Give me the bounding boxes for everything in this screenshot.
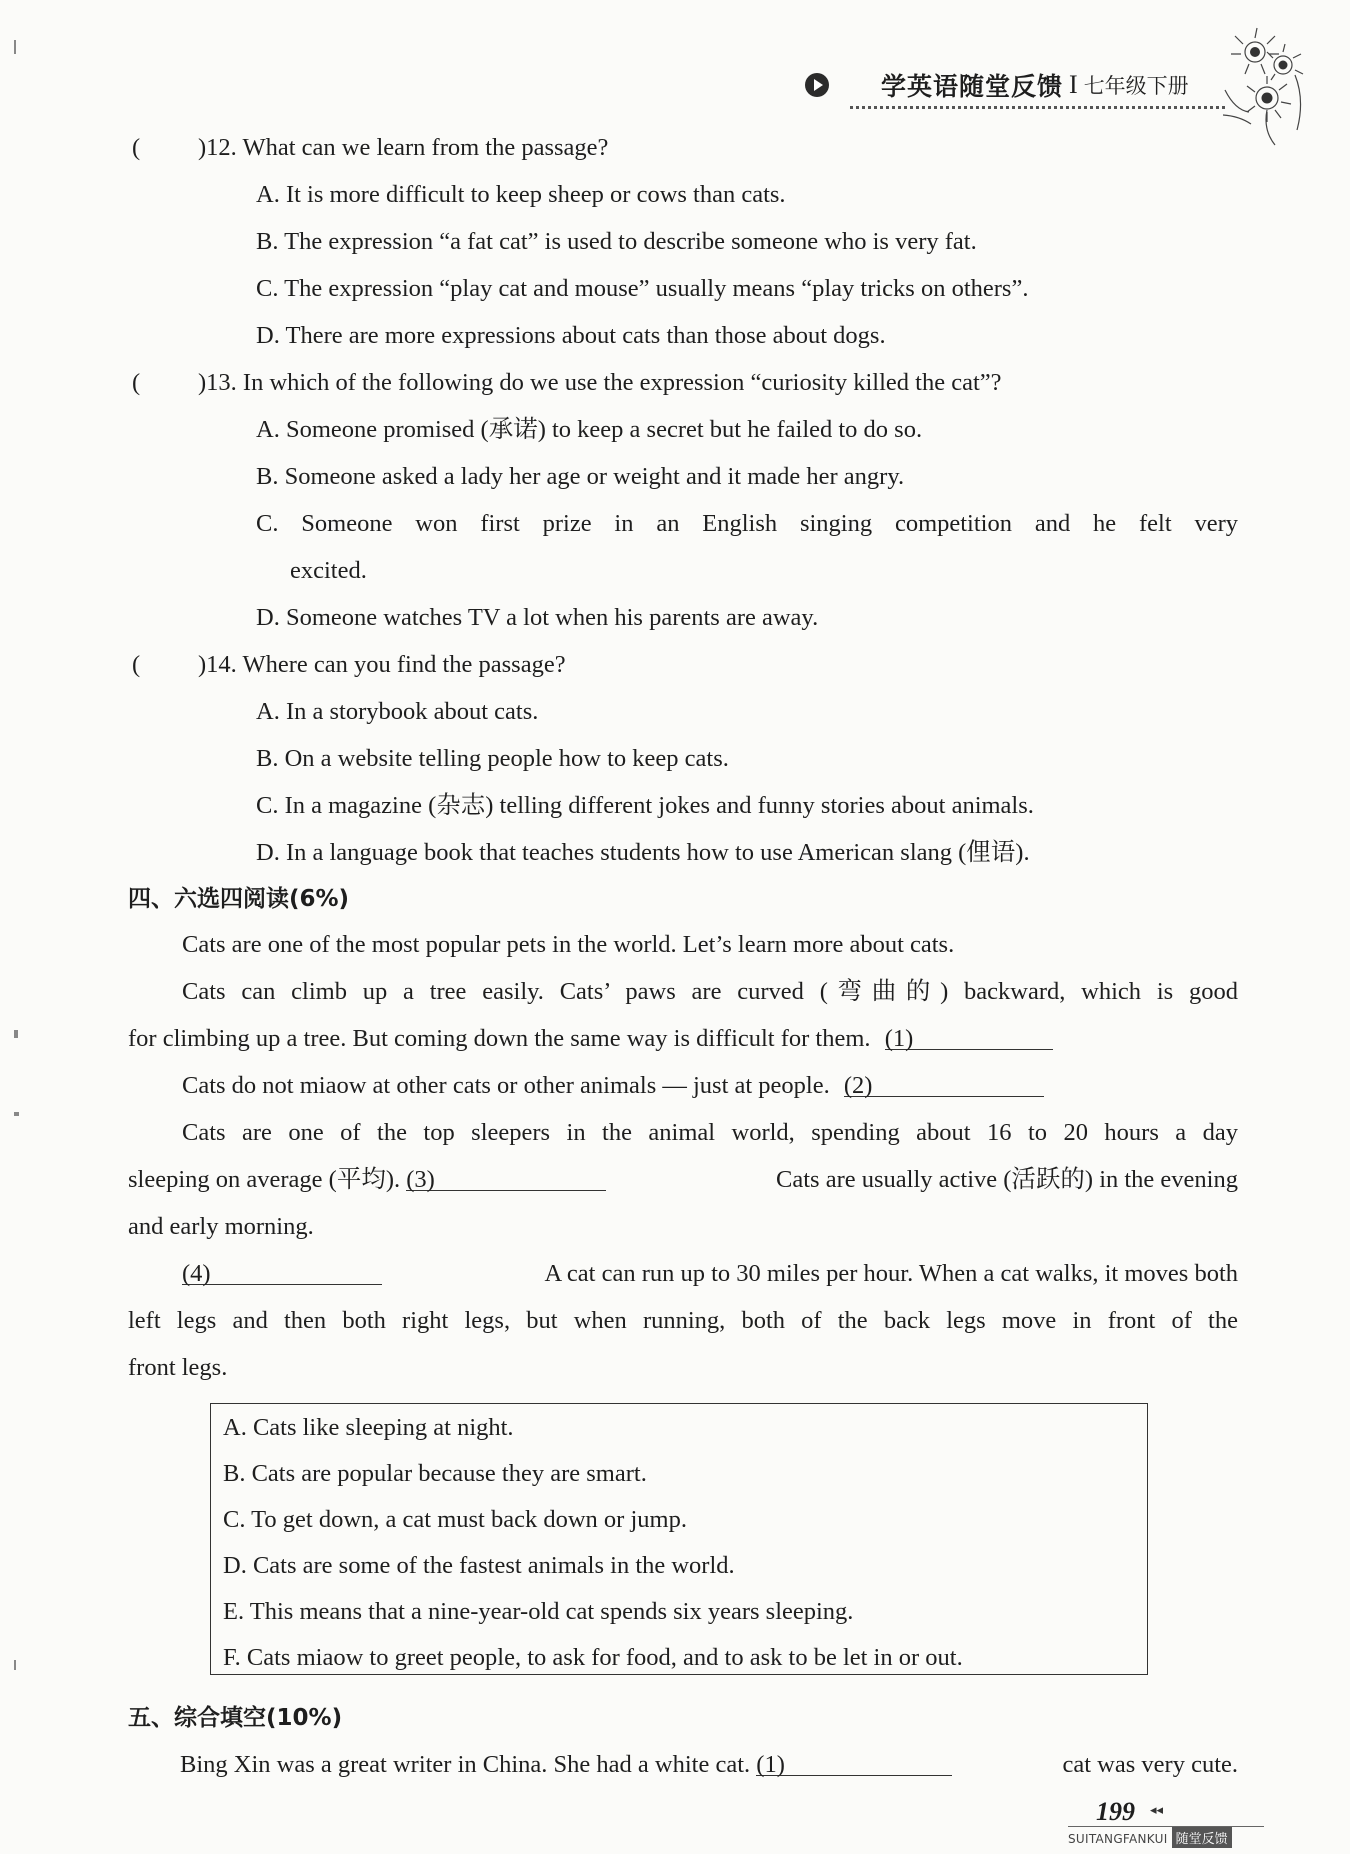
section-5-heading: 五、综合填空(10%)	[128, 1705, 343, 1731]
page-number: 199	[1096, 1797, 1135, 1826]
section-5-blank-1[interactable]	[756, 1749, 952, 1776]
question-14-option-b: B. On a website telling people how to keep cats.	[256, 745, 729, 772]
play-arrow-icon	[805, 73, 829, 97]
question-12-option-b: B. The expression “a fat cat” is used to describe someone who is very fat.	[256, 228, 977, 255]
section-4-para-5-line-2: left legs and then both right legs, but when running, both of the back legs move in front of the	[128, 1307, 1238, 1334]
section-4-para-5-text: A cat can run up to 30 miles per hour. When a cat walks, it moves both	[544, 1260, 1238, 1287]
section-5-para-1	[180, 1749, 1238, 1781]
section-5-post: cat was very cute.	[1062, 1751, 1238, 1778]
question-13-stem: )13. In which of the following do we use the expression “curiosity killed the cat”?	[198, 369, 1002, 396]
section-4-para-4-line-3: and early morning.	[128, 1213, 314, 1240]
box-option-c: C. To get down, a cat must back down or jump.	[223, 1506, 687, 1533]
blank-4[interactable]	[182, 1258, 382, 1285]
section-5-blank-1-label: (1)	[756, 1751, 785, 1778]
header-title: 学英语随堂反馈	[881, 72, 1064, 101]
answer-paren-12: (	[132, 134, 141, 161]
question-14-option-d: D. In a language book that teaches students how to use American slang (俚语).	[256, 839, 1030, 866]
box-option-b: B. Cats are popular because they are smart.	[223, 1460, 647, 1487]
blank-2[interactable]	[844, 1070, 1044, 1097]
box-option-f: F. Cats miaow to greet people, to ask for food, and to ask to be let in or out.	[223, 1644, 963, 1671]
margin-mark	[14, 1030, 18, 1038]
question-13-option-b: B. Someone asked a lady her age or weight and it made her angry.	[256, 463, 905, 490]
section-5-text-a	[180, 1749, 952, 1781]
section-4-para-2-line-2	[128, 1023, 1053, 1055]
section-4-para-5-line-3: front legs.	[128, 1354, 228, 1381]
box-option-d: D. Cats are some of the fastest animals in the world.	[223, 1552, 735, 1579]
section-4-heading: 四、六选四阅读(6%)	[128, 886, 350, 912]
footer-brand-en: SUITANGFANKUI	[1068, 1831, 1168, 1846]
question-12-option-a: A. It is more difficult to keep sheep or cows than cats.	[256, 181, 786, 208]
question-13-option-c: C. Someone won first prize in an English singing competition and he felt very	[256, 510, 1238, 537]
blank-1[interactable]	[885, 1023, 1053, 1050]
section-4-para-5-line-1	[182, 1258, 1238, 1290]
question-12-option-d: D. There are more expressions about cats than those about dogs.	[256, 322, 886, 349]
question-12-option-c: C. The expression “play cat and mouse” usually means “play tricks on others”.	[256, 275, 1029, 302]
blank-4-label: (4)	[182, 1260, 211, 1287]
section-4-para-3	[182, 1070, 1044, 1102]
header-separator: I	[1069, 70, 1078, 99]
blank-3[interactable]	[406, 1164, 606, 1191]
section-4-para-4-text-a	[128, 1164, 606, 1196]
question-13-option-c-cont: excited.	[290, 557, 367, 584]
section-4-para-4-line-2	[128, 1164, 1238, 1196]
section-5-pre: Bing Xin was a great writer in China. She had a white cat.	[180, 1751, 751, 1778]
margin-mark	[14, 1660, 16, 1670]
section-4-para-1: Cats are one of the most popular pets in the world. Let’s learn more about cats.	[182, 931, 955, 958]
answer-paren-13: (	[132, 369, 141, 396]
section-4-para-4-line-1: Cats are one of the top sleepers in the animal world, spending about 16 to 20 hours a day	[182, 1119, 1238, 1146]
blank-3-label: (3)	[406, 1166, 435, 1193]
margin-mark	[14, 1112, 19, 1116]
question-13-option-d: D. Someone watches TV a lot when his parents are away.	[256, 604, 819, 631]
section-4-para-3-text: Cats do not miaow at other cats or other animals — just at people.	[182, 1072, 830, 1099]
header-dotted-rule	[850, 106, 1225, 109]
question-12-stem: )12. What can we learn from the passage?	[198, 134, 609, 161]
section-4-para-2-line-1: Cats can climb up a tree easily. Cats’ paws are curved (弯曲的) backward, which is good	[182, 978, 1238, 1005]
question-14-option-c: C. In a magazine (杂志) telling different jokes and funny stories about animals.	[256, 792, 1034, 819]
page-header	[805, 70, 1189, 100]
header-grade: 七年级下册	[1083, 74, 1189, 98]
box-option-e: E. This means that a nine-year-old cat spends six years sleeping.	[223, 1598, 854, 1625]
question-14-option-a: A. In a storybook about cats.	[256, 698, 539, 725]
answer-paren-14: (	[132, 651, 141, 678]
blank-1-label: (1)	[884, 1025, 914, 1052]
margin-mark	[14, 40, 16, 54]
section-4-para-4-pre: sleeping on average (平均).	[128, 1166, 401, 1193]
options-box	[210, 1403, 1148, 1675]
question-14-stem: )14. Where can you find the passage?	[198, 651, 566, 678]
question-13-option-a: A. Someone promised (承诺) to keep a secret but he failed to do so.	[256, 416, 923, 443]
footer-brand	[1068, 1826, 1264, 1848]
footer-brand-cn: 随堂反馈	[1172, 1827, 1232, 1848]
section-4-para-4-post: Cats are usually active (活跃的) in the evening	[776, 1166, 1238, 1193]
page-arrows-icon: ◂◂	[1150, 1802, 1164, 1817]
sunflower-decoration-icon	[1205, 20, 1315, 150]
blank-2-label: (2)	[843, 1072, 873, 1099]
section-4-para-2-text: for climbing up a tree. But coming down the same way is difficult for them.	[128, 1025, 871, 1052]
box-option-a: A. Cats like sleeping at night.	[223, 1414, 514, 1441]
